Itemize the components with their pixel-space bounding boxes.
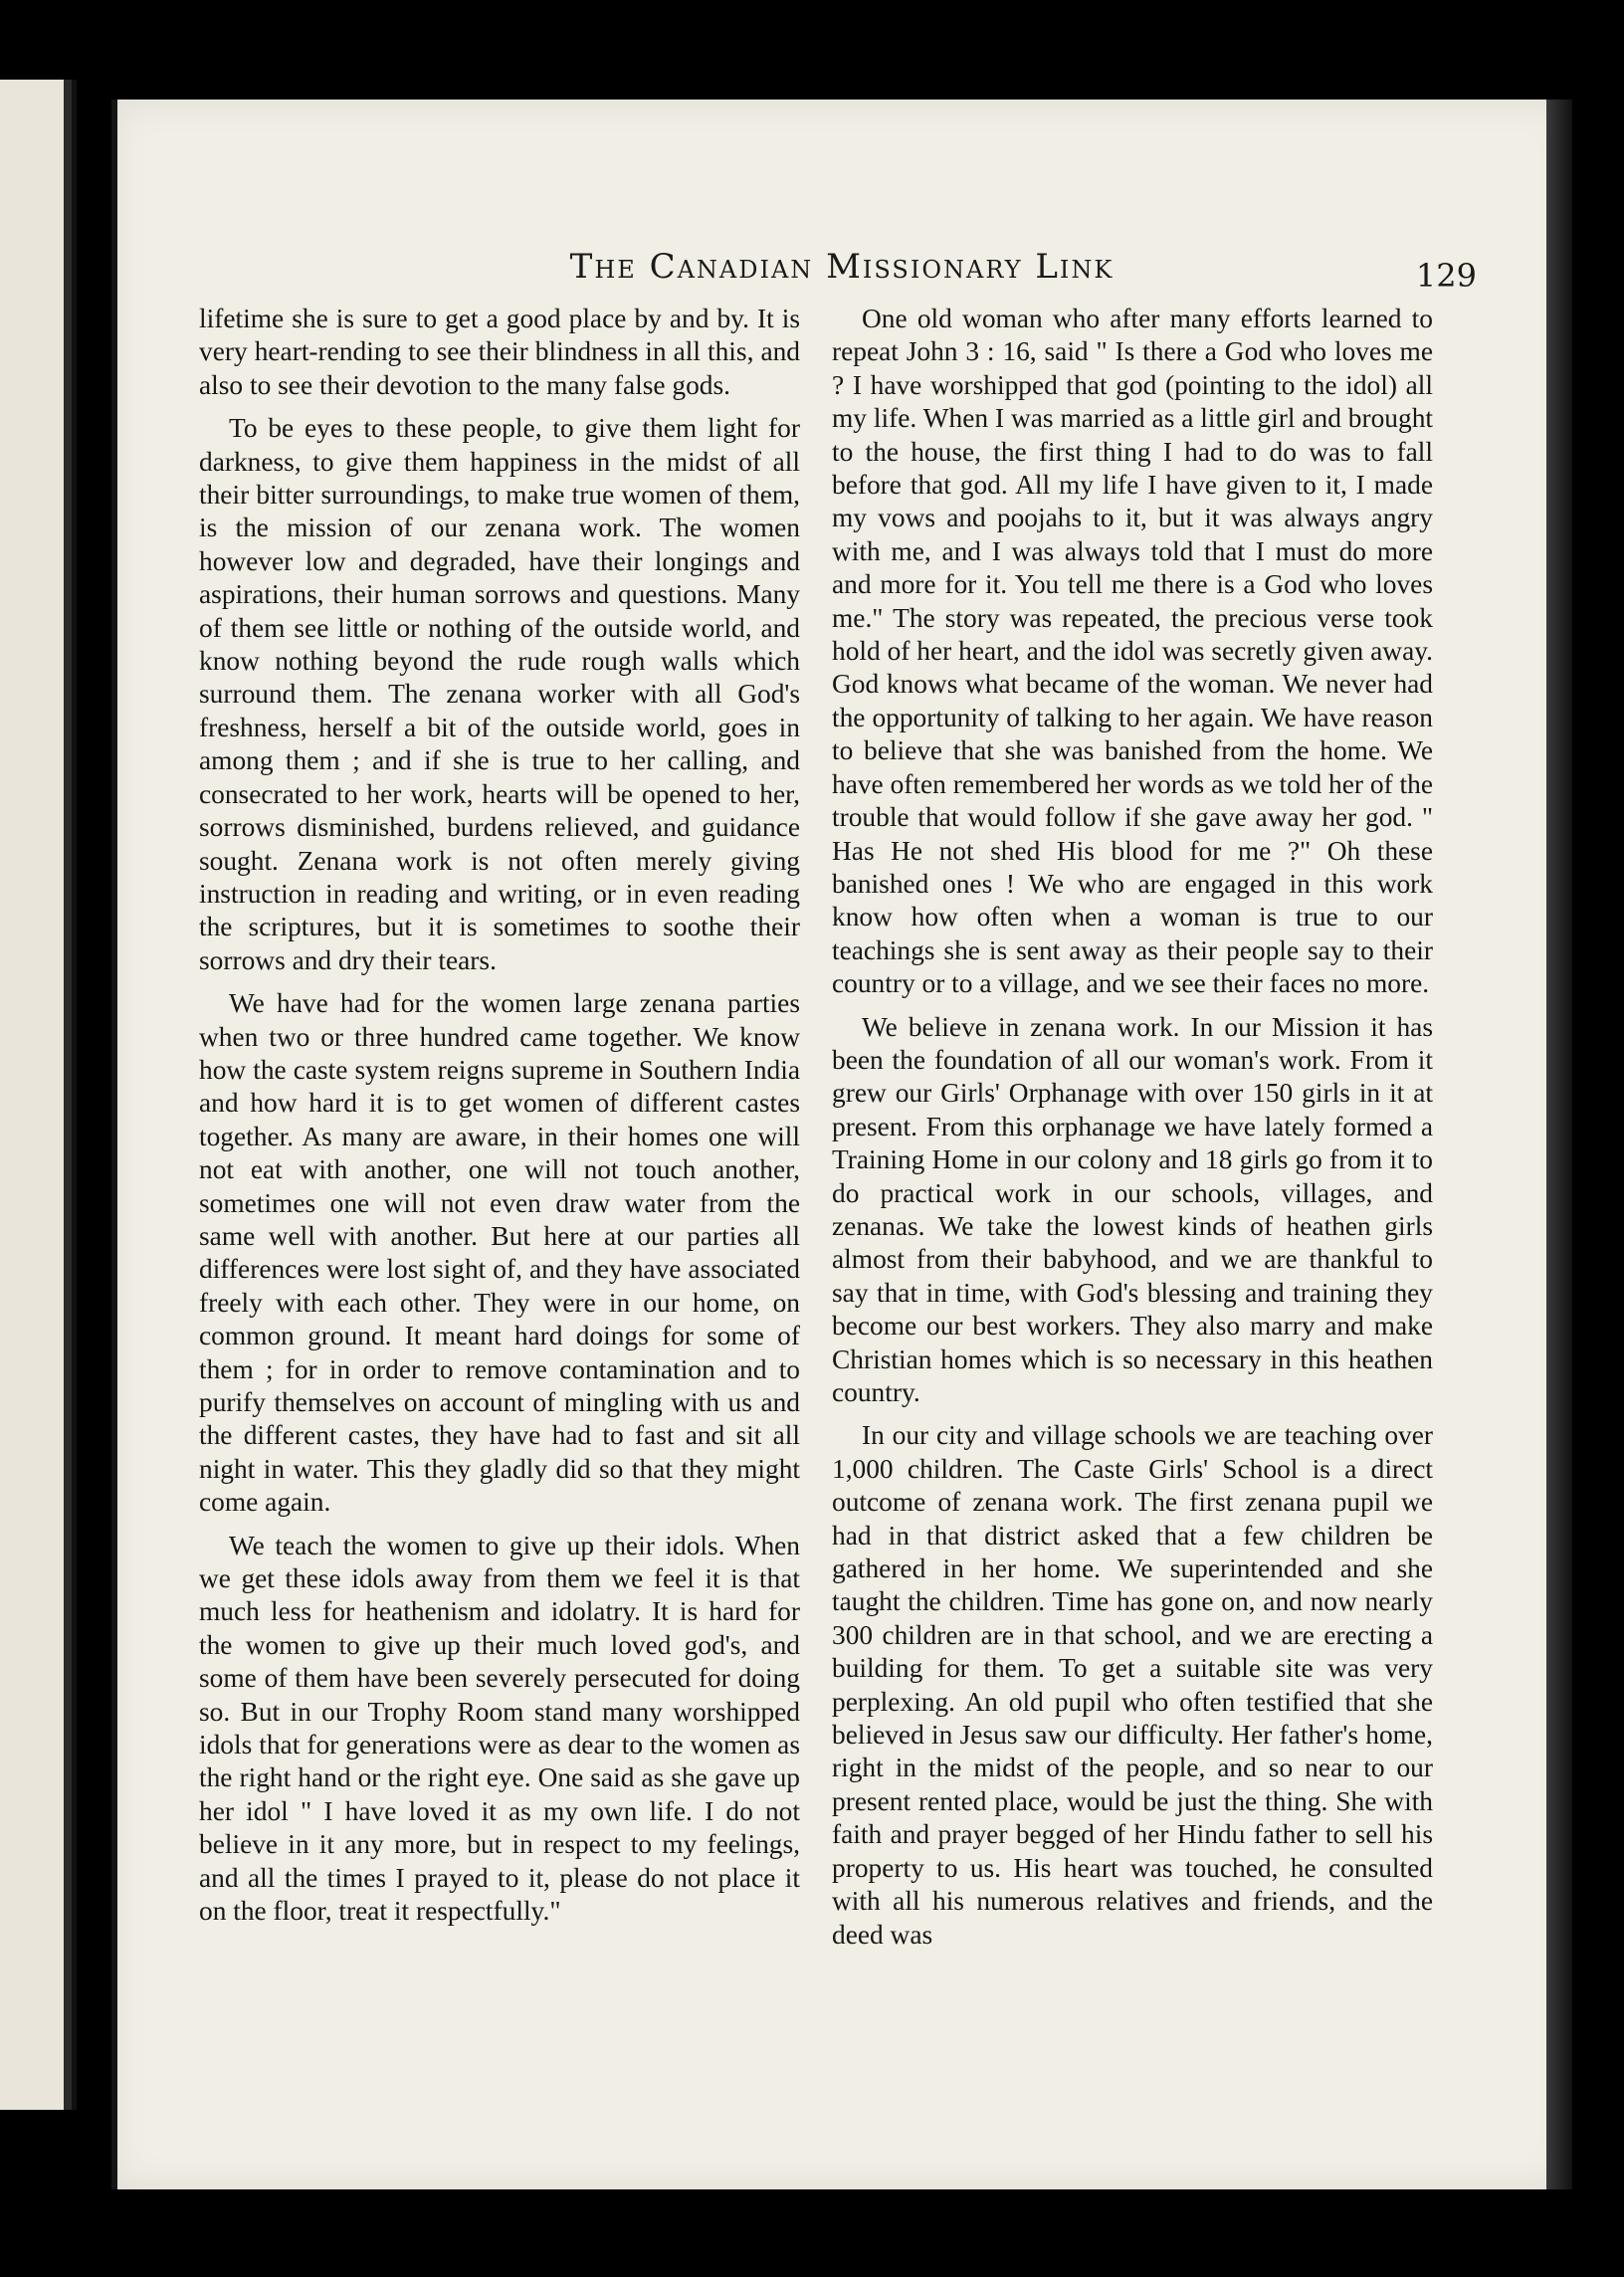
paragraph: One old woman who after many efforts learned to repeat John 3 : 16, said " Is there a God who loves me ? I have worshipped that god (pointing to the idol) all my life. When I was married as a little girl and brought to the house, the first thing I had to do was to fall before that god. All my life I have given to it, I made my vows and poojahs to it, but it was always angry with me, and I was always told that I must do more and more for it. You tell me there is a God who loves me." The story was repeated, the precious verse took hold of her heart, and the idol was secretly given away. God knows what became of the woman. We never had the opportunity of talking to her again. We have reason to believe that she was banished from the home. We have often remembered her words as we told her of the trouble that would follow if she gave away her god. " Has He not shed His blood for me ?" Oh these banished ones ! We who are engaged in this work know how often when a woman is true to our teachings she is sent away as their people say to their country or to a village, and we see their faces no more.: [832, 304, 1433, 999]
paragraph: We believe in zenana work. In our Mission it has been the foundation of all our woman's work. From it grew our Girls' Orphanage with over 150 girls in it at present. From this orphanage we have lately formed a Training Home in our colony and 18 girls go from it to do practical work in our schools, villages, and zenanas. We take the lowest kinds of heathen girls almost from their babyhood, and we are thankful to say that in time, with God's blessing and training they become our best workers. They also marry and make Christian homes which is so necessary in this heathen country.: [832, 1011, 1433, 1407]
page-edge-shadow: [1546, 100, 1572, 2189]
paragraph: To be eyes to these people, to give them light for darkness, to give them happiness in the midst of all their bitter surroundings, to make true women of them, is the mission of our zenana work. The women however low and degraded, have their longings and aspirations, their human sorrows and questions. Many of them see little or nothing of the outside world, and know nothing beyond the rude rough walls which surround them. The zenana worker with all God's freshness, herself a bit of the outside world, goes in among them ; and if she is true to her calling, and consecrated to her work, hearts will be opened to her, sorrows disminished, burdens relieved, and guidance sought. Zenana work is not often merely giving instruction in reading and writing, or in even reading the scriptures, but it is sometimes to soothe their sorrows and dry their tears.: [199, 413, 800, 975]
left-column: [199, 303, 800, 1939]
page-number: 129: [1415, 257, 1477, 295]
binding-shadow: [64, 80, 72, 2110]
paragraph: We have had for the women large zenana parties when two or three hundred came together. We know how the caste system reigns supreme in Southern India and how hard it is to get women of different castes together. As many are aware, in their homes one will not eat with another, one will not touch another, sometimes one will not even draw water from the same well with another. But here at our parties all differences were lost sight of, and they have associated freely with each other. They were in our home, on common ground. It meant hard doings for some of them ; for in order to remove contamination and to purify themselves on account of mingling with us and the different castes, they have had to fast and sit all night in water. This they gladly did so that they might come again.: [199, 988, 800, 1518]
paragraph: In our city and village schools we are teaching over 1,000 children. The Caste Girls' School is a direct outcome of zenana work. The first zenana pupil we had in that district asked that a few children be gathered in her home. We superintended and she taught the children. Time has gone on, and now nearly 300 children are in that school, and we are erecting a building for them. To get a suitable site was very perplexing. An old pupil who often testified that she believed in Jesus saw our difficulty. Her father's home, right in the midst of the people, and so near to our present rented place, would be just the thing. She with faith and prayer begged of her Hindu father to sell his property to us. His heart was touched, he consulted with all his numerous relatives and friends, and the deed was: [832, 1420, 1433, 1950]
gutter-line: [111, 100, 117, 2189]
right-column: [832, 303, 1433, 1962]
paragraph: We teach the women to give up their idols. When we get these idols away from them we feel it is that much less for heathenism and idolatry. It is hard for the women to give up their much loved god's, and some of them have been severely persecuted for doing so. But in our Trophy Room stand many worshipped idols that for generations were as dear to the women as the right hand or the right eye. One said as she gave up her idol " I have loved it as my own life. I do not believe in it any more, but in respect to my feelings, and all the times I prayed to it, please do not place it on the floor, treat it respectfully.": [199, 1530, 800, 1927]
journal-page: [111, 100, 1572, 2189]
adjacent-page-edge: [0, 80, 77, 2110]
running-title: The Canadian Missionary Link: [569, 247, 1115, 287]
paragraph: lifetime she is sure to get a good place by and by. It is very heart-rending to see their blindness in all this, and also to see their devotion to the many false gods.: [199, 304, 800, 400]
